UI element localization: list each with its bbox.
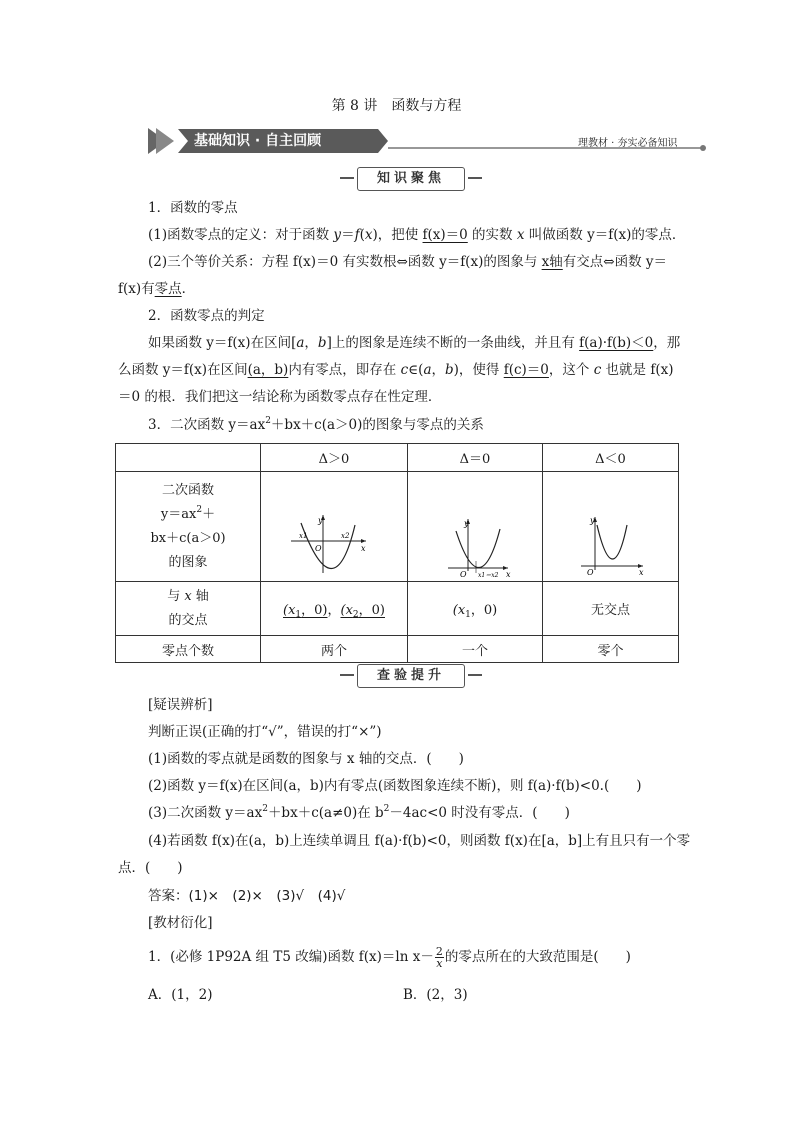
svg-text:x: x xyxy=(639,567,644,577)
option-b: B．(2，3) xyxy=(403,987,468,1003)
row-label-intersection: 与 x 轴 的交点 xyxy=(116,582,261,636)
definition-line: (1)函数零点的定义：对于函数 y＝f(x)，把使 f(x)＝0 的实数 x 叫做函数 y＝f(x)的零点． xyxy=(148,227,686,243)
page-title: 第 8 讲 函数与方程 xyxy=(331,98,462,114)
question-4-line-2: 点．( ) xyxy=(118,860,183,876)
intersection-one: ($x_1$，0) xyxy=(408,582,543,636)
heading-zero-test: 2．函数零点的判定 xyxy=(148,308,265,324)
graph-two-roots xyxy=(261,472,408,582)
heading-quadratic: 3．二次函数 $y=ax^2+bx+c(a>0)$的图象与零点的关系 xyxy=(148,416,484,433)
tag-textbook: [教材衍化] xyxy=(148,915,213,931)
zero-count-none: 零个 xyxy=(543,636,679,663)
ribbon-knowledge-focus: 知识聚焦 xyxy=(357,167,465,191)
banner-label-review: 自主回顾 xyxy=(265,133,322,149)
question-3: (3)二次函数 $y=ax^2+bx+c(a\ne 0)$在 $b^2-4ac<0$ 时没有零点．( ) xyxy=(148,804,570,821)
question-4-line-1: (4)若函数 f(x)在(a，b)上连续单调且 f(a)·f(b)<0，则函数 f(x)在[a，b]上有且只有一个零 xyxy=(148,833,691,849)
row-label-zero-count: 零点个数 xyxy=(116,636,261,663)
col-header-positive: Δ＞0 xyxy=(261,444,408,472)
intersection-none: 无交点 xyxy=(543,582,679,636)
svg-text:x: x xyxy=(361,543,366,553)
equivalence-line-1: (2)三个等价关系：方程 f(x)＝0 有实数根⇔函数 y＝f(x)的图象与 x轴有交点⇔函数 y＝ xyxy=(148,254,668,270)
exercise-1: 1．(必修 1P92A 组 T5 改编)函数 f(x)＝ln x－ $\frac{2}{x}$ 的零点所在的大致范围是( ) xyxy=(148,945,631,970)
question-2: (2)函数 y＝f(x)在区间(a，b)内有零点(函数图象连续不断)，则 f(a)·f(b)<0.( ) xyxy=(148,778,642,794)
svg-text:O: O xyxy=(460,569,467,579)
table-corner xyxy=(116,444,261,472)
zero-count-two: 两个 xyxy=(261,636,408,663)
svg-text:y: y xyxy=(464,518,469,528)
row-label-graph: 二次函数 $y=ax^2+$ bx＋c(a＞0) 的图象 xyxy=(116,472,261,582)
tag-error-analysis: [疑误辨析] xyxy=(148,697,213,713)
col-header-zero: Δ＝0 xyxy=(408,444,543,472)
option-a: A．(1，2) xyxy=(148,987,213,1003)
banner-dot: · xyxy=(254,133,261,149)
heading-zero-point: 1．函数的零点 xyxy=(148,200,238,216)
svg-text:O: O xyxy=(587,567,594,577)
parabola-no-root-icon xyxy=(543,473,678,581)
section-banner xyxy=(148,126,708,156)
answer-line: 答案：(1)× (2)× (3)√ (4)√ xyxy=(148,888,346,904)
graph-one-root xyxy=(408,472,543,582)
question-1: (1)函数的零点就是函数的图象与 x 轴的交点．( ) xyxy=(148,751,464,767)
svg-text:x: x xyxy=(506,569,511,579)
svg-text:x2: x2 xyxy=(341,531,350,540)
col-header-negative: Δ＜0 xyxy=(543,444,679,472)
banner-label-basic: 基础知识 xyxy=(194,133,250,149)
question-intro: 判断正误(正确的打“√”，错误的打“×”) xyxy=(148,724,382,740)
quadratic-table xyxy=(115,443,679,663)
svg-text:O: O xyxy=(315,543,322,553)
zero-count-one: 一个 xyxy=(408,636,543,663)
parabola-two-roots-icon xyxy=(261,473,407,581)
graph-no-root xyxy=(543,472,679,582)
banner-right-text: 理教材 · 夯实必备知识 xyxy=(578,138,678,149)
theorem-line-3: ＝0 的根．我们把这一结论称为函数零点存在性定理． xyxy=(118,389,442,405)
intersection-two: ($x_1$，0)，($x_2$，0) xyxy=(261,582,408,636)
ribbon-check-improve: 查验提升 xyxy=(357,664,465,688)
parabola-one-root-icon xyxy=(408,473,542,581)
equivalence-line-2: f(x)有零点． xyxy=(118,281,196,297)
theorem-line-1: 如果函数 y＝f(x)在区间[a，b]上的图象是连续不断的一条曲线，并且有 f(a)·f(b)＜0，那 xyxy=(148,335,681,351)
svg-text:x1: x1 xyxy=(299,531,308,540)
svg-text:y: y xyxy=(318,515,323,525)
svg-text:x1＝x2: x1＝x2 xyxy=(478,571,499,579)
theorem-line-2: 么函数 y＝f(x)在区间(a，b)内有零点，即存在 c∈(a，b)，使得 f(c)＝0，这个 c 也就是 f(x) xyxy=(118,362,674,378)
svg-text:y: y xyxy=(590,515,595,525)
